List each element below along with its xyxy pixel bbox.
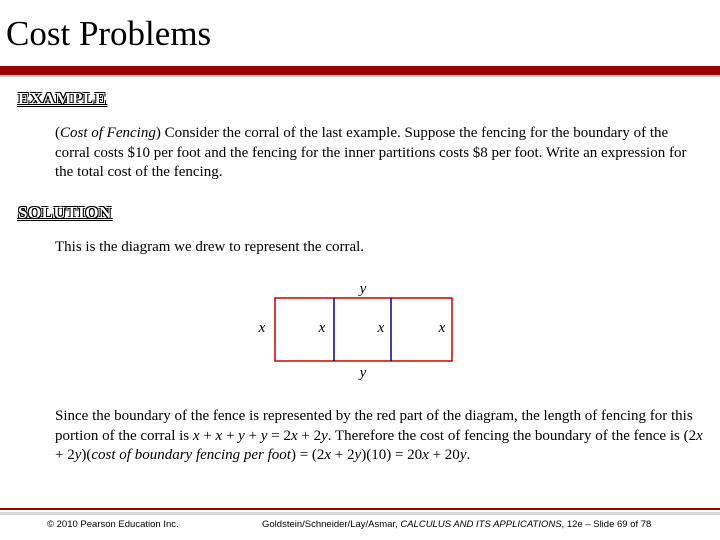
footer-divider-shadow bbox=[0, 512, 720, 515]
conclusion-text: + 2 bbox=[331, 447, 355, 463]
example-heading: EXAMPLE bbox=[18, 89, 107, 108]
label-left-x: x bbox=[258, 320, 266, 336]
solution-heading: SOLUTION bbox=[18, 203, 112, 222]
math-var: x bbox=[324, 447, 332, 463]
conclusion-text: . bbox=[466, 447, 471, 463]
footer-book-title: CALCULUS AND ITS APPLICATIONS bbox=[400, 519, 562, 530]
conclusion-text: Since the boundary of the fence is represented by the red part of the diagram, the length of fencing for this portion of the corral is bbox=[55, 408, 693, 444]
math-var: y bbox=[238, 427, 245, 444]
footer-divider bbox=[0, 508, 720, 510]
corral-boundary bbox=[275, 298, 452, 361]
solution-intro: This is the diagram we drew to represent the corral. bbox=[55, 239, 365, 255]
conclusion-text: )( bbox=[81, 447, 92, 463]
math-var: x bbox=[696, 427, 703, 444]
math-var: y bbox=[354, 447, 362, 463]
conclusion-text: . Therefore the cost of fencing the boundary of the fence is (2 bbox=[327, 427, 697, 444]
conclusion-text: + bbox=[222, 427, 239, 444]
example-body: ) Consider the corral of the last example. Suppose the fencing for the boundary of the corral costs $10 per foot and the fencing for the inner partitions costs $8 per foot. Write an expression for the total cost of the fencing. bbox=[55, 125, 687, 180]
conclusion-text: ) = (2 bbox=[290, 447, 325, 463]
conclusion-text: + bbox=[244, 427, 261, 444]
label-top-y: y bbox=[359, 281, 367, 297]
footer-slide-info: , 12e – Slide 69 of 78 bbox=[561, 519, 652, 530]
math-var: x bbox=[215, 427, 223, 444]
math-var: x bbox=[422, 447, 429, 463]
conclusion-text: + 20 bbox=[428, 447, 460, 463]
footer-citation bbox=[262, 519, 651, 530]
footer-copyright: © 2010 Pearson Education Inc. bbox=[47, 519, 179, 530]
label-inner1-x: x bbox=[318, 320, 326, 336]
solution-conclusion bbox=[55, 407, 705, 466]
conclusion-text: + bbox=[199, 427, 216, 444]
conclusion-text: + 2 bbox=[297, 427, 322, 444]
example-prefix: ( bbox=[55, 125, 60, 141]
label-bottom-y: y bbox=[359, 365, 367, 381]
label-inner2-x: x bbox=[377, 320, 385, 336]
slide-title: Cost Problems bbox=[6, 14, 212, 53]
footer-authors: Goldstein/Schneider/Lay/Asmar, bbox=[262, 519, 401, 530]
conclusion-text: + 2 bbox=[55, 447, 75, 463]
math-var: y bbox=[74, 447, 82, 463]
math-var: x bbox=[290, 427, 298, 444]
conclusion-text: = 2 bbox=[267, 427, 291, 444]
conclusion-text: )(10) = 20 bbox=[361, 447, 423, 463]
math-phrase: cost of boundary fencing per foot bbox=[91, 447, 291, 463]
math-var: y bbox=[260, 427, 268, 444]
math-var: x bbox=[192, 427, 200, 444]
math-var: y bbox=[321, 427, 328, 444]
math-var: y bbox=[459, 447, 467, 463]
example-problem-name: Cost of Fencing bbox=[60, 125, 156, 141]
label-right-x: x bbox=[438, 320, 446, 336]
